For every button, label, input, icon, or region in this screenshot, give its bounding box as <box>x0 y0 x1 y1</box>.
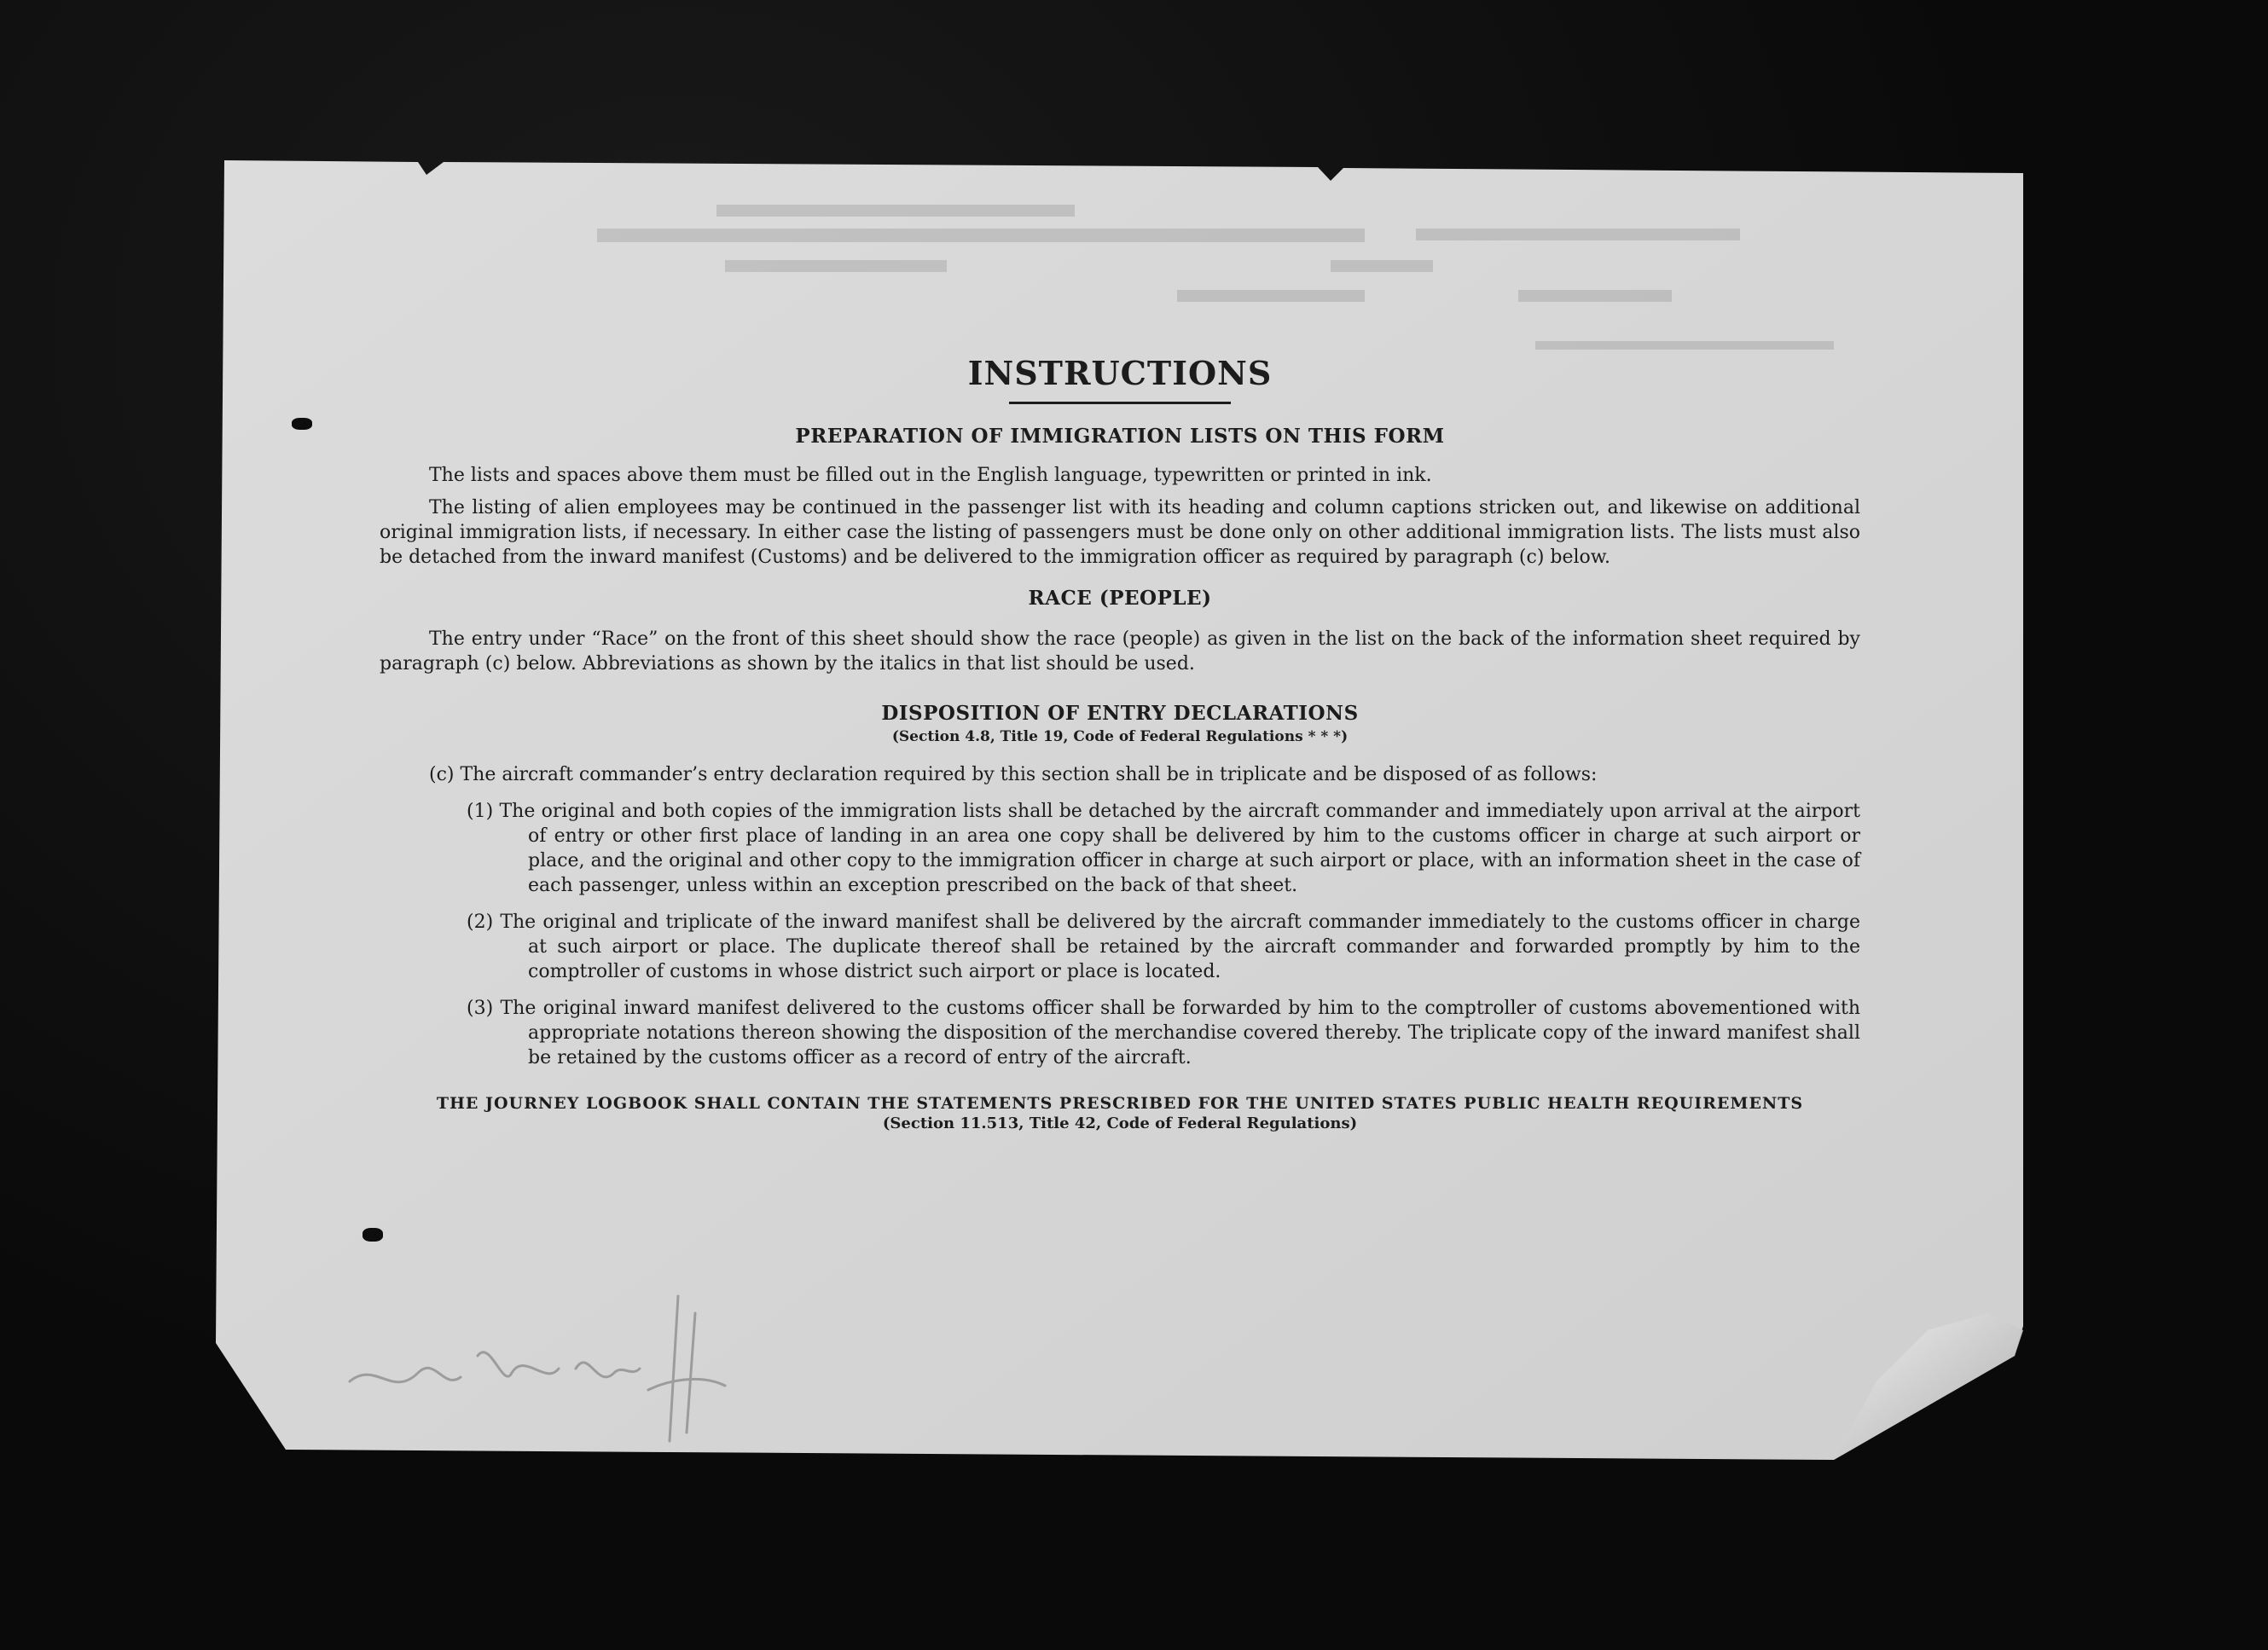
paragraph-preparation-2: The listing of alien employees may be continued in the passenger list with its heading and column captions stricken out, and likewise on additional original immigration lists, if necessary. In either case the listing of passengers must be done only on other additional immigration lists. The lists must also be detached from the inward manifest (Customs) and be delivered to the immigration officer as required by paragraph (c) below. <box>380 497 1860 568</box>
list-item-3: (3) The original inward manifest delivered to the customs officer shall be forwarded by him to the comptroller of customs abovementioned with appropriate notations thereon showing the disposition of the merchandise covered thereby. The triplicate copy of the inward manifest shall be retained by the customs officer as a record of entry of the aircraft. <box>467 998 1860 1068</box>
list-item-1: (1) The original and both copies of the immigration lists shall be detached by the aircraft commander and immediately upon arrival at the airport of entry or other first place of landing in an area one copy shall be delivered by him to the customs officer in charge at such airport or place, and the original and other copy to the immigration officer in charge at such airport or place, with an information sheet in the case of each passenger, unless within an exception prescribed on the back of that sheet. <box>467 801 1860 896</box>
footer-statement: THE JOURNEY LOGBOOK SHALL CONTAIN THE STATEMENTS PRESCRIBED FOR THE UNITED STATES PUBLIC HEALTH REQUIREMENTS <box>436 1094 1804 1113</box>
punch-mark-top <box>292 418 312 430</box>
list-item-2: (2) The original and triplicate of the inward manifest shall be delivered by the aircraft commander immediately to the customs officer in charge at such airport or place. The duplicate thereof shall be retained by the aircraft commander and forwarded promptly by him to the comptroller of customs in whose district such airport or place is located. <box>467 912 1860 982</box>
section-subheading-disposition: (Section 4.8, Title 19, Code of Federal Regulations * * *) <box>891 728 1349 745</box>
paragraph-disposition-intro: (c) The aircraft commander’s entry declaration required by this section shall be in triplicate and be disposed of as follows: <box>429 764 1598 785</box>
document-title: INSTRUCTIONS <box>967 354 1273 392</box>
footer-citation: (Section 11.513, Title 42, Code of Federal Regulations) <box>882 1114 1358 1132</box>
title-underline <box>1009 402 1231 404</box>
bleed-through-text <box>580 188 1859 358</box>
paragraph-race: The entry under “Race” on the front of this sheet should show the race (people) as given in the list on the back of the information sheet required by paragraph (c) below. Abbreviations as shown by the italics in that list should be used. <box>380 628 1860 674</box>
section-heading-disposition: DISPOSITION OF ENTRY DECLARATIONS <box>881 702 1359 725</box>
paragraph-preparation-1: The lists and spaces above them must be filled out in the English language, typewritten or printed in ink. <box>429 465 1432 486</box>
section-heading-preparation: PREPARATION OF IMMIGRATION LISTS ON THIS FORM <box>795 425 1445 448</box>
instructions-document <box>380 337 1860 1132</box>
section-heading-race: RACE (PEOPLE) <box>1028 587 1212 610</box>
handwritten-signature <box>341 1279 751 1450</box>
punch-mark-bottom <box>363 1228 383 1242</box>
